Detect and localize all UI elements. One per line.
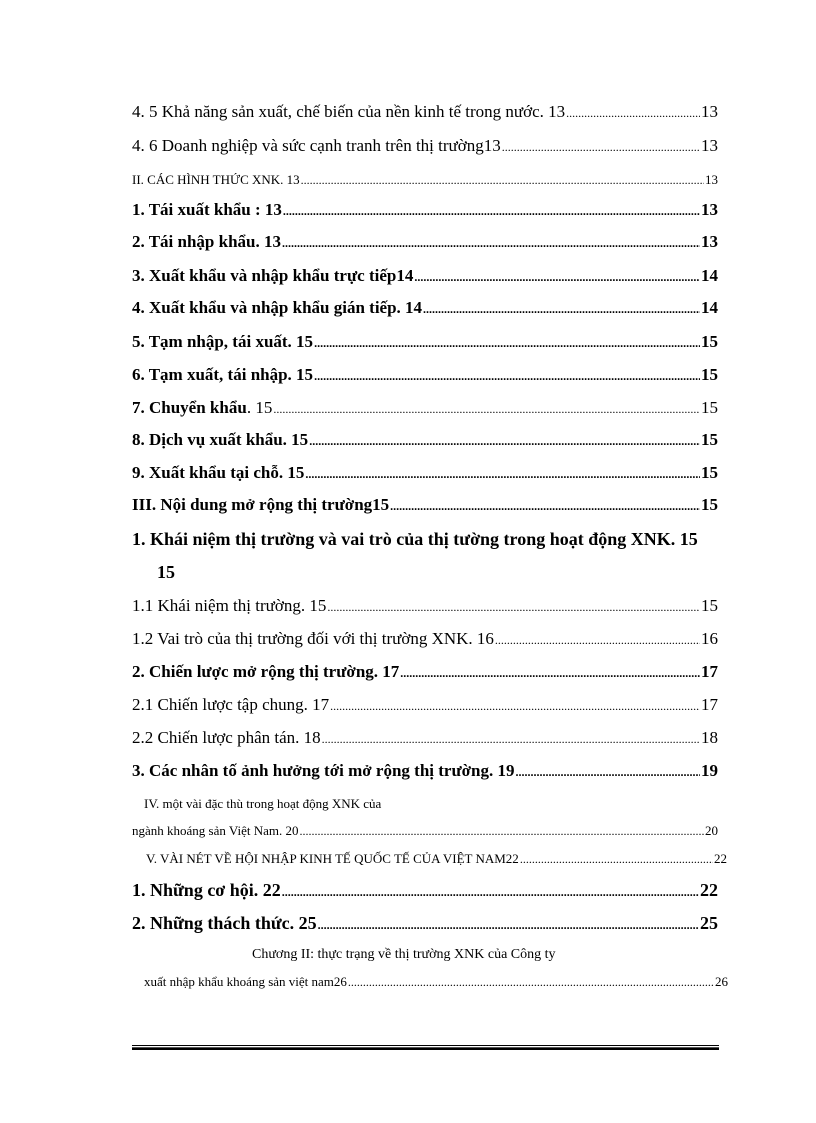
dot-leader <box>273 398 700 420</box>
dot-leader <box>520 848 713 870</box>
toc-entry-label: 1. Những cơ hội. 22 <box>132 880 281 900</box>
toc-entry-page: 15 <box>701 430 718 449</box>
chapter-heading-line1: Chương II: thực trạng về thị trường XNK của Công ty <box>252 947 556 962</box>
toc-entry-label: III. Nội dung mở rộng thị trường15 <box>132 495 390 514</box>
dot-leader <box>400 662 700 684</box>
toc-entry-label: 4. 6 Doanh nghiệp và sức cạnh tranh trên thị trường13 <box>132 136 501 155</box>
toc-entry <box>132 265 718 288</box>
dot-leader <box>301 169 704 191</box>
toc-entry <box>144 971 728 993</box>
dot-leader <box>283 200 700 222</box>
toc-entry-page: 14 <box>701 298 718 317</box>
toc-entry-page: 18 <box>701 728 718 747</box>
toc-entry <box>132 694 718 717</box>
toc-entry-page: 14 <box>701 266 718 285</box>
toc-entry <box>132 820 718 842</box>
toc-entry <box>132 595 718 618</box>
toc-entry-page: 13 <box>705 172 718 187</box>
toc-entry-label: 6. Tạm xuất, tái nhập. 15 <box>132 365 314 384</box>
toc-entry-label: 2.1 Chiến lược tập chung. 17 <box>132 695 330 714</box>
dot-leader <box>305 463 700 485</box>
toc-entry-page: 17 <box>701 662 718 681</box>
dot-leader <box>327 596 700 618</box>
toc-entry-label: II. CÁC HÌNH THỨC XNK. 13 <box>132 172 300 187</box>
toc-entry <box>132 297 718 320</box>
toc-entry-label: 8. Dịch vụ xuất khẩu. 15 <box>132 430 309 449</box>
toc-entry-label: 2.2 Chiến lược phân tán. 18 <box>132 728 321 747</box>
toc-entry-page: 15 <box>701 495 718 514</box>
toc-entry-heading-line1: IV. một vài đặc thù trong hoạt động XNK của <box>144 796 382 811</box>
toc-entry-label: 2. Những thách thức. 25 <box>132 913 317 933</box>
toc-entry-label: xuất nhập khẩu khoáng sản việt nam26 <box>144 974 347 989</box>
dot-leader <box>314 365 700 387</box>
toc-entry-page: 16 <box>701 629 718 648</box>
toc-entry <box>132 628 718 651</box>
toc-entry-page: 19 <box>701 761 718 780</box>
toc-entry-label-rest: . 15 <box>246 398 273 417</box>
toc-entry <box>132 331 718 354</box>
toc-entry-page: 15 <box>701 463 718 482</box>
toc-entry <box>132 494 718 517</box>
toc-entry-page: 13 <box>701 232 718 251</box>
toc-entry <box>132 429 718 452</box>
toc-entry-label-bold: 7. Chuyển khẩu <box>132 398 247 417</box>
toc-entry-label: 4. Xuất khẩu và nhập khẩu gián tiếp. 14 <box>132 298 423 317</box>
footer-rule-middle <box>132 1047 719 1048</box>
dot-leader <box>516 761 700 783</box>
toc-entry-wrapped-page: 15 <box>157 562 175 582</box>
dot-leader <box>566 102 700 124</box>
toc-entry <box>132 879 718 903</box>
dot-leader <box>300 820 704 842</box>
toc-entry-page: 15 <box>701 365 718 384</box>
toc-entry <box>132 462 718 485</box>
toc-entry <box>132 101 718 124</box>
toc-entry <box>132 364 718 387</box>
toc-entry-label <box>132 397 272 419</box>
toc-entry-page: 20 <box>705 823 718 838</box>
toc-entry-page: 17 <box>701 695 718 714</box>
dot-leader <box>390 495 700 517</box>
dot-leader <box>414 266 700 288</box>
toc-entry-label: 1. Tái xuất khẩu : 13 <box>132 200 282 219</box>
toc-entry <box>132 231 718 254</box>
dot-leader <box>318 914 699 936</box>
dot-leader <box>502 136 700 158</box>
toc-entry-wrapped-line1: 1. Khái niệm thị trường và vai trò của thị tường trong hoạt động XNK. 15 <box>132 529 698 549</box>
toc-entry-page: 26 <box>715 974 728 989</box>
dot-leader <box>282 881 699 903</box>
toc-entry-label: 3. Xuất khẩu và nhập khẩu trực tiếp14 <box>132 266 414 285</box>
toc-entry-page: 15 <box>701 332 718 351</box>
dot-leader <box>423 298 700 320</box>
toc-entry-label: 5. Tạm nhập, tái xuất. 15 <box>132 332 314 351</box>
dot-leader <box>322 728 700 750</box>
toc-entry-page: 15 <box>701 398 718 417</box>
dot-leader <box>330 695 700 717</box>
toc-entry-label: 2. Chiến lược mở rộng thị trường. 17 <box>132 662 400 681</box>
dot-leader <box>314 332 700 354</box>
toc-entry-label: V. VÀI NÉT VỀ HỘI NHẬP KINH TẾ QUỐC TẾ CỦA VIỆT NAM22 <box>146 851 519 866</box>
toc-entry-label: ngành khoáng sản Việt Nam. 20 <box>132 823 299 838</box>
toc-entry-page: 13 <box>701 102 718 121</box>
toc-entry-label: 1.1 Khái niệm thị trường. 15 <box>132 596 327 615</box>
toc-entry <box>132 661 718 684</box>
toc-entry <box>132 727 718 750</box>
toc-entry <box>132 397 718 420</box>
toc-entry-page: 13 <box>701 200 718 219</box>
toc-entry-page: 22 <box>714 851 727 866</box>
toc-entry <box>132 760 718 783</box>
toc-entry-page: 13 <box>701 136 718 155</box>
toc-entry-label: 4. 5 Khả năng sản xuất, chế biến của nền kinh tế trong nước. 13 <box>132 102 566 121</box>
toc-entry <box>132 199 718 222</box>
toc-entry-label: 9. Xuất khẩu tại chỗ. 15 <box>132 463 305 482</box>
toc-entry-page: 15 <box>701 596 718 615</box>
toc-entry-label: 3. Các nhân tố ảnh hưởng tới mở rộng thị trường. 19 <box>132 761 515 780</box>
toc-entry <box>146 848 727 870</box>
dot-leader <box>495 629 700 651</box>
toc-entry <box>132 912 718 936</box>
toc-entry-label: 2. Tái nhập khẩu. 13 <box>132 232 281 251</box>
toc-entry <box>132 169 718 191</box>
dot-leader <box>282 232 700 254</box>
toc-entry <box>132 135 718 158</box>
toc-entry-page: 25 <box>700 913 718 933</box>
dot-leader <box>309 430 700 452</box>
dot-leader <box>348 971 714 993</box>
toc-entry-label: 1.2 Vai trò của thị trường đối với thị trường XNK. 16 <box>132 629 494 648</box>
toc-entry-page: 22 <box>700 880 718 900</box>
